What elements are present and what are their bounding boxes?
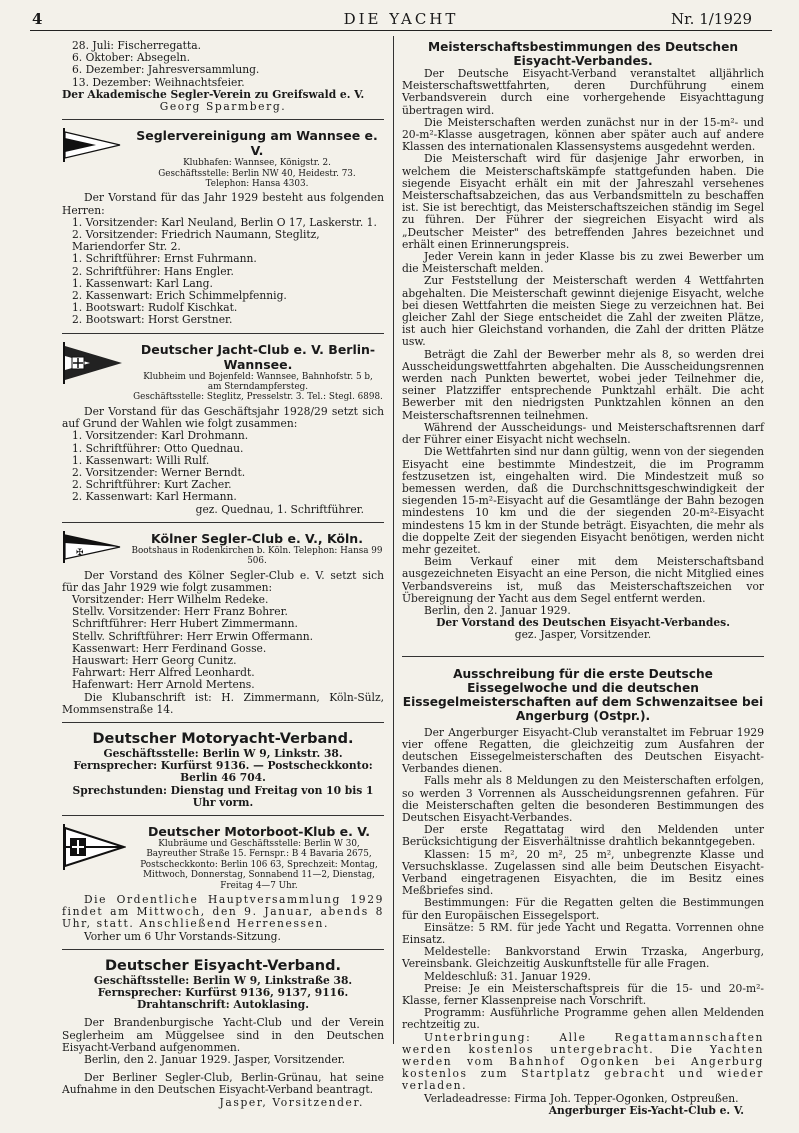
board-line: 2. Vorsitzender: Werner Berndt. bbox=[72, 465, 246, 479]
board-line: Stellv. Schriftführer: Herr Erwin Offermann. bbox=[72, 629, 314, 643]
journal-title: DIE YACHT bbox=[343, 10, 459, 28]
announcement-title: Ausschreibung für die erste Deutsche Eissegelwoche und die deutschen Eissegelmeisterschaften auf dem Schwenzaitsee bei Angerburg (Ostpr.). bbox=[402, 666, 764, 723]
body-paragraph: Beim Verkauf einer mit dem Meisterschaftsband ausgezeichneten Eisyacht an eine Person, die nicht Mitglied eines Verbandsvereins ist, muß das Meisterschaftszeichen vor Übereignung der Yacht aus dem Segel entfernt werden. bbox=[402, 555, 764, 605]
body-paragraph: Die Meisterschaften werden zunächst nur in der 15-m²- und 20-m²-Klasse ausgetragen, können aber später auch auf andere Klassen des internationalen Klassensystems ausgedehnt werden. bbox=[402, 115, 764, 154]
dev-paragraph-date: Berlin, den 2. Januar 1929. Jasper, Vorsitzender. bbox=[84, 1053, 345, 1067]
address-line: Klubhafen: Wannsee, Königstr. 2. bbox=[183, 158, 331, 169]
body-paragraph: Einsätze: 5 RM. für jede Yacht und Regatta. Vorrennen ohne Einsatz. bbox=[402, 920, 764, 946]
rules-signature: gez. Jasper, Vorsitzender. bbox=[514, 628, 652, 642]
rules-date: Berlin, den 2. Januar 1929. bbox=[424, 603, 571, 617]
dev-signature: Jasper, Vorsitzender. bbox=[219, 1095, 364, 1109]
body-paragraph: Die Wettfahrten sind nur dann gültig, wenn von der siegenden Eisyacht eine bestimmte Mindestzeit, die im Programm festzusetzen ist, eingehalten wird. Die Mindestzeit muß so bemessen werden, daß die Durchschnittsgeschwindigkeit der siegenden 15-m²-Eisyacht auf die Gesamtlänge der Bahn bezogen mindestens 10 km und die der siegenden 20-m²-Eisyacht mindestens 15 km in der Stunde beträgt. Eisyachten, die mehr als die doppelte Zeit der siegenden Eisyacht benötigen, werden nicht mehr gezeitet. bbox=[402, 445, 764, 556]
djc-signature: gez. Quednau, 1. Schriftführer. bbox=[195, 502, 364, 516]
section-rule bbox=[62, 119, 384, 120]
body-paragraph: Programm: Ausführliche Programme gehen allen Meldenden rechtzeitig zu. bbox=[402, 1006, 764, 1032]
body-paragraph: Der Deutsche Eisyacht-Verband veranstaltet alljährlich Meisterschaftswettfahrten, deren Durchführung einem Verbandsverein durch eine vorhergehende Eisyachttagung übertragen wird. bbox=[402, 67, 764, 117]
dev-title: Deutscher Eisyacht-Verband. bbox=[104, 957, 342, 974]
wannsee-header bbox=[62, 128, 384, 189]
body-paragraph: Jeder Verein kann in jeder Klasse bis zu zwei Bewerber um die Meisterschaft melden. bbox=[402, 250, 764, 276]
board-line: 1. Kassenwart: Willi Rulf. bbox=[72, 453, 210, 467]
body-paragraph: Klassen: 15 m², 20 m², 25 m², unbegrenzte Klasse und Versuchsklasse. Zugelassen sind alle beim Deutschen Eisyacht-Verband eingetragenen Eisyachten, die im Besitz eines Meßbriefes sind. bbox=[402, 847, 764, 898]
event-line: 6. Dezember: Jahresversammlung. bbox=[72, 63, 260, 77]
board-line: 1. Vorsitzender: Karl Neuland, Berlin O 17, Laskerstr. 1. bbox=[72, 215, 377, 229]
section-rule bbox=[62, 333, 384, 334]
header-rule bbox=[30, 30, 772, 31]
club-pennant-icon bbox=[62, 128, 122, 162]
djc-title: Deutscher Jacht-Club e. V. Berlin-Wannsee. bbox=[140, 341, 376, 372]
dmk-address: Klubräume und Geschäftsstelle: Berlin W 30, Bayreuther Straße 15. Fernspr.: B 4 Bavaria 2675, Postscheckkonto: Berlin 106 63, Sprechzeit: Montag, Mittwoch, Donnerstag, Sonnabend 11—2, Dienstag, Freitag 4—7 Uhr. bbox=[140, 838, 378, 891]
dmv-title: Deutscher Motoryacht-Verband. bbox=[92, 730, 354, 747]
dmk-header bbox=[62, 824, 384, 891]
board-line: Vorsitzender: Herr Wilhelm Redeke. bbox=[72, 592, 269, 606]
right-column bbox=[402, 40, 764, 1117]
body-paragraph: Falls mehr als 8 Meldungen zu den Meisterschaften erfolgen, so werden 3 Vorrennen als Ausscheidungsrennen gefahren. Für die Meisterschaften gelten die besonderen Bestimmungen des Deutschen Eisyacht-Verbandes. bbox=[402, 774, 764, 824]
board-line: Schriftführer: Herr Hubert Zimmermann. bbox=[72, 617, 298, 631]
column-divider bbox=[393, 36, 394, 1044]
body-paragraph: Der erste Regattatag wird den Meldenden unter Berücksichtigung der Eisverhältnisse drahtlich bekanntgegeben. bbox=[402, 823, 764, 849]
dmv-line: Sprechstunden: Dienstag und Freitag von 10 bis 1 Uhr vorm. bbox=[72, 783, 374, 809]
djc-intro: Der Vorstand für das Geschäftsjahr 1928/29 setzt sich auf Grund der Wahlen wie folgt zusammen: bbox=[62, 404, 384, 431]
page-header bbox=[30, 8, 772, 30]
body-paragraph: Unterbringung: Alle Regattamannschaften werden kostenlos untergebracht. Die Yachten werden vom Bahnhof Ogonken bei Angerburg kostenlos zum Startplatz gebracht und wieder verladen. bbox=[402, 1030, 764, 1093]
club-pennant-icon bbox=[62, 531, 122, 563]
body-paragraph: Meldeschluß: 31. Januar 1929. bbox=[424, 969, 591, 983]
board-line: 2. Bootswart: Horst Gerstner. bbox=[72, 313, 233, 327]
dmk-text: Die Ordentliche Hauptversammlung 1929 findet am Mittwoch, den 9. Januar, abends 8 Uhr, statt. Anschließend Herrenessen. bbox=[62, 893, 384, 931]
dev-line: Fernsprecher: Kurfürst 9136, 9137, 9116. bbox=[97, 986, 349, 1000]
board-line: 2. Schriftführer: Hans Engler. bbox=[72, 264, 234, 278]
board-line: Stellv. Vorsitzender: Herr Franz Bohrer. bbox=[72, 605, 288, 619]
dmv-line: Fernsprecher: Kurfürst 9136. — Postscheckkonto: Berlin 46 704. bbox=[73, 759, 373, 785]
event-line: 6. Oktober: Absegeln. bbox=[72, 51, 191, 65]
left-column bbox=[62, 40, 384, 1109]
djc-header bbox=[62, 342, 384, 403]
svg-text:✠: ✠ bbox=[76, 547, 84, 558]
dmv-line: Geschäftsstelle: Berlin W 9, Linkstr. 38. bbox=[103, 746, 343, 760]
koln-header bbox=[62, 531, 384, 567]
dmk-text-2: Vorher um 6 Uhr Vorstands-Sitzung. bbox=[84, 929, 281, 943]
issue-number: Nr. 1/1929 bbox=[671, 10, 752, 28]
greifswald-org: Der Akademische Segler-Verein zu Greifswald e. V. bbox=[62, 87, 365, 101]
board-line: 2. Kassenwart: Karl Hermann. bbox=[72, 490, 237, 504]
board-line: Fahrwart: Herr Alfred Leonhardt. bbox=[72, 666, 255, 680]
section-rule bbox=[62, 815, 384, 816]
board-line: 2. Kassenwart: Erich Schimmelpfennig. bbox=[72, 289, 287, 303]
koln-title: Kölner Segler-Club e. V., Köln. bbox=[151, 530, 363, 546]
board-line: 1. Schriftführer: Ernst Fuhrmann. bbox=[72, 252, 257, 266]
section-rule bbox=[62, 722, 384, 723]
dmk-title: Deutscher Motorboot-Klub e. V. bbox=[147, 823, 371, 839]
club-flag-icon bbox=[62, 342, 124, 384]
address-line: Klubheim und Bojenfeld: Wannsee, Bahnhofstr. 5 b, bbox=[143, 371, 373, 382]
body-paragraph: Während der Ausscheidungs- und Meisterschaftsrennen darf der Führer einer Eisyacht nicht wechseln. bbox=[402, 420, 764, 447]
address-line: Geschäftsstelle: Steglitz, Presselstr. 3. Tel.: Stegl. 6898. bbox=[133, 392, 383, 403]
body-paragraph: Beträgt die Zahl der Bewerber mehr als 8, so werden drei Ausscheidungswettfahrten abgehalten. Die Ausscheidungsrennen werden nach Punkten bewertet, wobei jeder Teilnehmer die, seiner Platzziffer entsprechende Punktzahl erhält. Die acht Bewerber mit den niedrigsten Punktzahlen können an den Meisterschaftsrennen teilnehmen. bbox=[402, 347, 764, 422]
board-line: Kassenwart: Herr Ferdinand Gosse. bbox=[72, 641, 267, 655]
section-rule bbox=[402, 656, 764, 657]
address-line: Geschäftsstelle: Berlin NW 40, Heidestr. 73. bbox=[158, 168, 356, 179]
dev-line: Drahtanschrift: Autoklasing. bbox=[137, 998, 309, 1012]
address-line: Telephon: Hansa 4303. bbox=[205, 179, 309, 190]
section-rule bbox=[62, 949, 384, 950]
address-line: am Sterndampfersteg. bbox=[207, 382, 309, 393]
body-paragraph: Meldestelle: Bankvorstand Erwin Trzaska, Angerburg, Vereinsbank. Gleichzeitig Auskunftstelle für alle Fragen. bbox=[402, 945, 764, 971]
dev-line: Geschäftsstelle: Berlin W 9, Linkstraße 38. bbox=[93, 973, 353, 987]
dev-paragraph: Der Berliner Segler-Club, Berlin-Grünau, hat seine Aufnahme in den Deutschen Eisyacht-Verband beantragt. bbox=[62, 1071, 384, 1097]
wannsee-title: Seglervereinigung am Wannsee e. V. bbox=[136, 128, 378, 159]
board-line: 1. Bootswart: Rudolf Kischkat. bbox=[72, 301, 238, 315]
body-paragraph: Preise: Je ein Meisterschaftspreis für die 15- und 20-m²-Klasse, ferner Klassenpreise nach Vorschrift. bbox=[402, 981, 764, 1008]
body-paragraph: Verladeadresse: Firma Joh. Tepper-Ogonken, Ostpreußen. bbox=[424, 1091, 739, 1105]
board-line: 1. Kassenwart: Karl Lang. bbox=[72, 276, 213, 290]
board-line: 2. Vorsitzender: Friedrich Naumann, Steglitz, Mariendorfer Str. 2. bbox=[72, 228, 320, 254]
board-line: 1. Schriftführer: Otto Quednau. bbox=[72, 441, 244, 455]
board-line: 1. Vorsitzender: Karl Drohmann. bbox=[72, 429, 249, 443]
championship-rules-title: Meisterschaftsbestimmungen des Deutschen Eisyacht-Verbandes. bbox=[427, 40, 739, 68]
section-rule bbox=[62, 522, 384, 523]
event-line: 28. Juli: Fischerregatta. bbox=[72, 39, 202, 52]
body-paragraph: Die Meisterschaft wird für dasjenige Jahr erworben, in welchem die Meisterschaftskämpfe stattgefunden haben. Die siegende Eisyacht erhält ein mit der Jahreszahl versehenes Meisterschaftsabzeichen, das aus Verbandsmitteln zu beschaffen ist. Sie ist berechtigt, das Meisterschaftszeichen ständig im Segel zu führen. Der Führer der siegreichen Eisyacht wird als „Deutscher Meister" des betreffenden Jahres bezeichnet und erhält einen Erinnerungspreis. bbox=[402, 152, 764, 251]
club-flag-icon bbox=[62, 824, 126, 870]
board-line: Hauswart: Herr Georg Cunitz. bbox=[72, 653, 237, 667]
page-number: 4 bbox=[32, 10, 43, 28]
body-paragraph: Der Angerburger Eisyacht-Club veranstaltet im Februar 1929 vier offene Regatten, die gleichzeitig zum Ausfahren der deutschen Eissegelmeisterschaften des Deutschen Eisyacht-Verbandes dienen. bbox=[402, 725, 764, 776]
board-line: 2. Schriftführer: Kurt Zacher. bbox=[72, 478, 232, 492]
greifswald-signature: Georg Sparmberg. bbox=[159, 100, 287, 114]
address-line: Bootshaus in Rodenkirchen b. Köln. Telephon: Hansa 99 506. bbox=[131, 545, 383, 567]
announcement-signature: Angerburger Eis-Yacht-Club e. V. bbox=[548, 1103, 744, 1117]
event-line: 13. Dezember: Weihnachtsfeier. bbox=[72, 75, 245, 89]
rules-org: Der Vorstand des Deutschen Eisyacht-Verbandes. bbox=[436, 616, 730, 630]
board-line: Hafenwart: Herr Arnold Mertens. bbox=[72, 678, 255, 692]
dev-paragraph: Der Brandenburgische Yacht-Club und der Verein Seglerheim am Müggelsee sind in den Deutschen Eisyacht-Verband aufgenommen. bbox=[62, 1016, 384, 1054]
body-paragraph: Bestimmungen: Für die Regatten gelten die Bestimmungen für den Europäischen Eissegelsport. bbox=[402, 896, 764, 922]
greifswald-section bbox=[62, 40, 384, 113]
wannsee-intro: Der Vorstand für das Jahr 1929 besteht aus folgenden Herren: bbox=[62, 191, 384, 217]
body-paragraph: Zur Feststellung der Meisterschaft werden 4 Wettfahrten abgehalten. Die Meisterschaft gewinnt diejenige Eisyacht, welche bei diesen Wettfahrten die meisten Siege zu verzeichnen hat. Bei gleicher Zahl der Siege entscheidet die Zahl der zweiten Plätze, ist auch hier Gleichstand vorhanden, die Zahl der dritten Plätze usw. bbox=[402, 274, 764, 349]
koln-intro: Der Vorstand des Kölner Segler-Club e. V. setzt sich für das Jahr 1929 wie folgt zusammen: bbox=[62, 568, 384, 594]
koln-address: Die Klubanschrift ist: H. Zimmermann, Köln-Sülz, Mommsenstraße 14. bbox=[62, 690, 384, 716]
